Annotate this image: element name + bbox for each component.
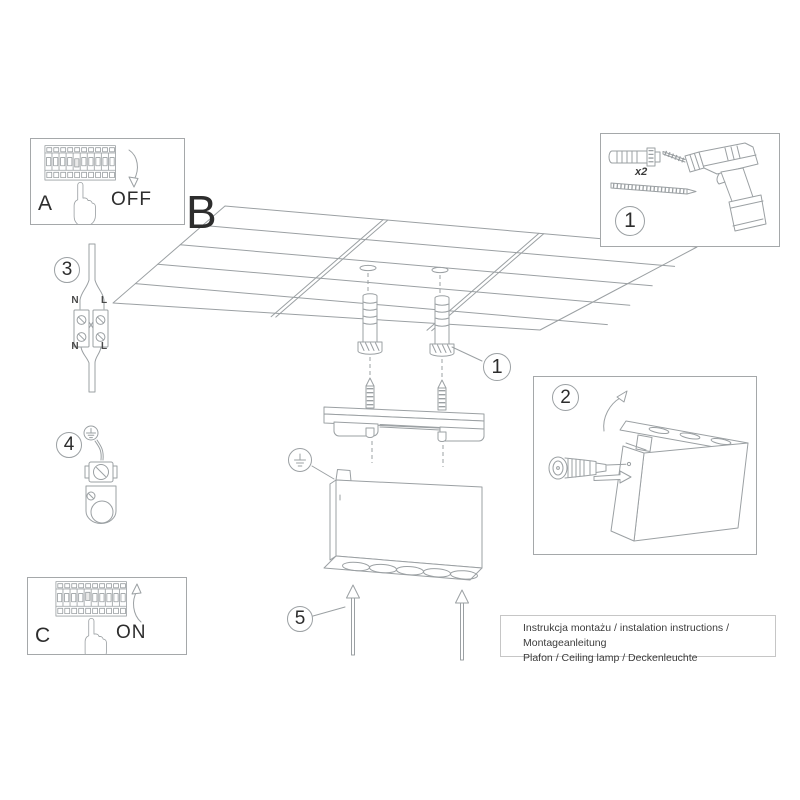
drill-hole bbox=[360, 265, 376, 270]
mounting-screw bbox=[438, 380, 446, 410]
parts-box-step1 bbox=[600, 133, 780, 247]
gland-box-step2 bbox=[533, 376, 757, 555]
curved-arrow-up bbox=[124, 582, 154, 624]
wire-label-n-out: N bbox=[71, 341, 79, 352]
breaker-panel bbox=[43, 144, 119, 225]
step5-pointer-line bbox=[313, 607, 345, 616]
panel-step-a-power-off bbox=[30, 138, 185, 225]
plug-quantity: x2 bbox=[635, 166, 648, 178]
ground-pointer-line bbox=[312, 466, 334, 479]
panel-c-label: C bbox=[35, 624, 51, 647]
wall-plug bbox=[430, 296, 454, 356]
footer-line-1: Instrukcja montażu / instalation instructions / Montageanleitung bbox=[523, 622, 730, 649]
step-circle-ground: 4 bbox=[56, 432, 82, 458]
curved-arrow-down bbox=[123, 147, 153, 189]
cable-gland bbox=[549, 457, 606, 479]
ground-symbol bbox=[287, 447, 313, 473]
drill-hole bbox=[432, 267, 448, 272]
panel-step-c-power-on bbox=[27, 577, 187, 655]
pointing-hand bbox=[74, 182, 95, 225]
ground-symbol-small bbox=[84, 426, 98, 440]
wire-label-l-out: L bbox=[100, 341, 108, 352]
lamp-body bbox=[324, 470, 482, 581]
wire-label-l-in: L bbox=[100, 295, 108, 306]
drill-icon bbox=[659, 138, 777, 244]
mounting-lug bbox=[86, 486, 116, 524]
step-circle-mount: 5 bbox=[287, 606, 313, 632]
on-label: ON bbox=[116, 622, 147, 643]
step-circle-parts: 1 bbox=[615, 206, 645, 236]
push-up-arrow bbox=[456, 590, 469, 660]
lamp-body-tilted bbox=[611, 443, 748, 541]
grounding-assembly bbox=[75, 424, 130, 536]
panel-a-label: A bbox=[38, 192, 53, 215]
step-circle-ceiling: 1 bbox=[483, 353, 511, 381]
mounting-screw bbox=[366, 378, 374, 408]
wire-label-n-in: N bbox=[71, 295, 79, 306]
pointing-hand bbox=[85, 618, 106, 655]
footer-caption bbox=[500, 615, 776, 664]
step-circle-gland: 2 bbox=[552, 384, 579, 411]
footer-line-2: Plafon / Ceiling lamp / Deckenleuchte bbox=[523, 652, 698, 664]
mounting-bracket-bar bbox=[324, 407, 484, 442]
push-up-arrow bbox=[347, 585, 360, 655]
ground-terminal bbox=[85, 462, 117, 482]
step-circle-wiring: 3 bbox=[54, 257, 80, 283]
step1-pointer-line bbox=[452, 347, 482, 361]
section-b-label: B bbox=[186, 186, 217, 238]
off-label: OFF bbox=[111, 189, 152, 210]
terminal-block-diagram bbox=[60, 240, 120, 400]
